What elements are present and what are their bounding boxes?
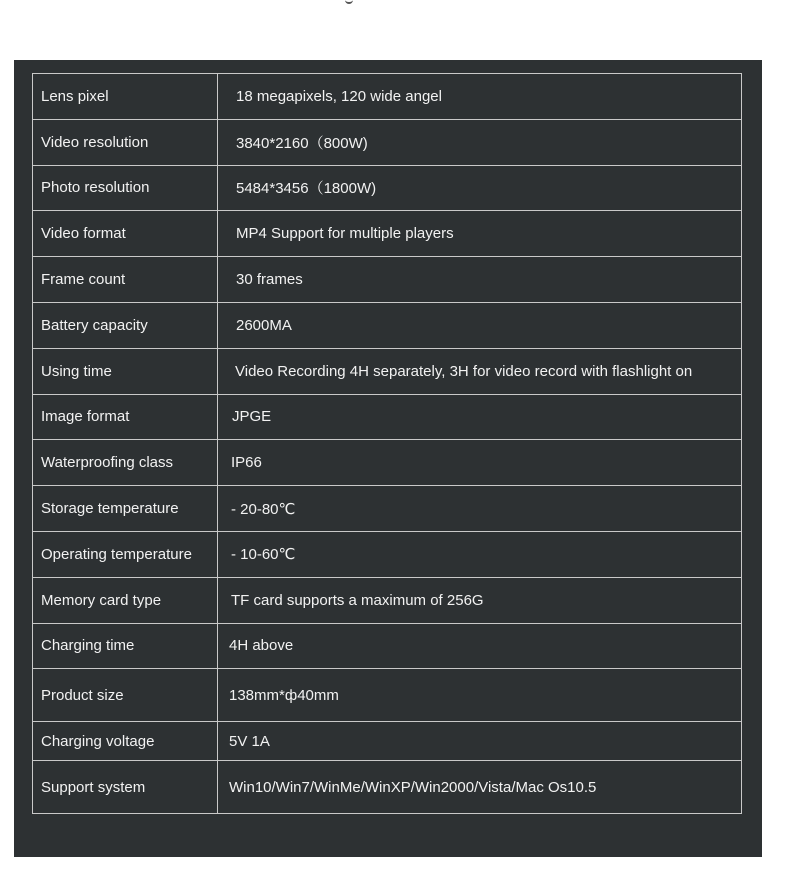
spec-label: Storage temperature bbox=[33, 486, 218, 531]
spec-label: Product size bbox=[33, 669, 218, 721]
spec-row-support-system bbox=[33, 761, 741, 813]
spec-value: 138mm*ф40mm bbox=[229, 686, 339, 704]
spec-value: - 10-60℃ bbox=[231, 546, 296, 564]
spec-value: 5V 1A bbox=[229, 732, 270, 750]
spec-label: Lens pixel bbox=[33, 74, 218, 119]
spec-value: IP66 bbox=[231, 454, 262, 472]
spec-value: 5484*3456（1800W) bbox=[236, 180, 377, 198]
spec-row-video-resolution bbox=[33, 120, 741, 166]
spec-row-battery-capacity bbox=[33, 303, 741, 349]
spec-value: 18 megapixels, 120 wide angel bbox=[236, 87, 442, 105]
spec-label: Using time bbox=[33, 349, 218, 394]
spec-row-memory-card-type bbox=[33, 578, 741, 624]
spec-row-lens-pixel bbox=[33, 74, 741, 120]
spec-row-charging-voltage bbox=[33, 722, 741, 761]
spec-label: Video format bbox=[33, 211, 218, 256]
spec-value: 4H above bbox=[229, 637, 294, 655]
spec-value: TF card supports a maximum of 256G bbox=[231, 591, 484, 609]
spec-value: - 20-80℃ bbox=[231, 500, 296, 518]
spec-value: MP4 Support for multiple players bbox=[236, 225, 454, 243]
spec-value: 3840*2160（800W) bbox=[236, 134, 368, 152]
spec-value: JPGE bbox=[232, 408, 272, 426]
spec-row-video-format bbox=[33, 211, 741, 257]
spec-value: 2600MA bbox=[236, 316, 292, 334]
spec-label: Charging time bbox=[33, 624, 218, 669]
spec-label: Support system bbox=[33, 761, 218, 813]
spec-label: Charging voltage bbox=[33, 722, 218, 760]
spec-table bbox=[32, 73, 742, 814]
spec-value: Video Recording 4H separately, 3H for video record with flashlight on bbox=[235, 362, 693, 380]
spec-row-waterproofing-class bbox=[33, 440, 741, 486]
spec-label: Photo resolution bbox=[33, 166, 218, 211]
spec-row-image-format bbox=[33, 395, 741, 441]
spec-row-product-size bbox=[33, 669, 741, 722]
spec-row-frame-count bbox=[33, 257, 741, 303]
spec-row-charging-time bbox=[33, 624, 741, 670]
spec-label: Video resolution bbox=[33, 120, 218, 165]
spec-label: Waterproofing class bbox=[33, 440, 218, 485]
spec-row-photo-resolution bbox=[33, 166, 741, 212]
spec-value: Win10/Win7/WinMe/WinXP/Win2000/Vista/Mac Os10.5 bbox=[229, 778, 597, 796]
spec-panel bbox=[14, 60, 762, 857]
spec-label: Image format bbox=[33, 395, 218, 440]
spec-row-storage-temperature bbox=[33, 486, 741, 532]
spec-label: Memory card type bbox=[33, 578, 218, 623]
spec-label: Frame count bbox=[33, 257, 218, 302]
spec-value: 30 frames bbox=[236, 271, 303, 289]
top-partial-glyph bbox=[345, 0, 353, 4]
spec-label: Battery capacity bbox=[33, 303, 218, 348]
spec-label: Operating temperature bbox=[33, 532, 218, 577]
spec-row-operating-temperature bbox=[33, 532, 741, 578]
spec-row-using-time bbox=[33, 349, 741, 395]
